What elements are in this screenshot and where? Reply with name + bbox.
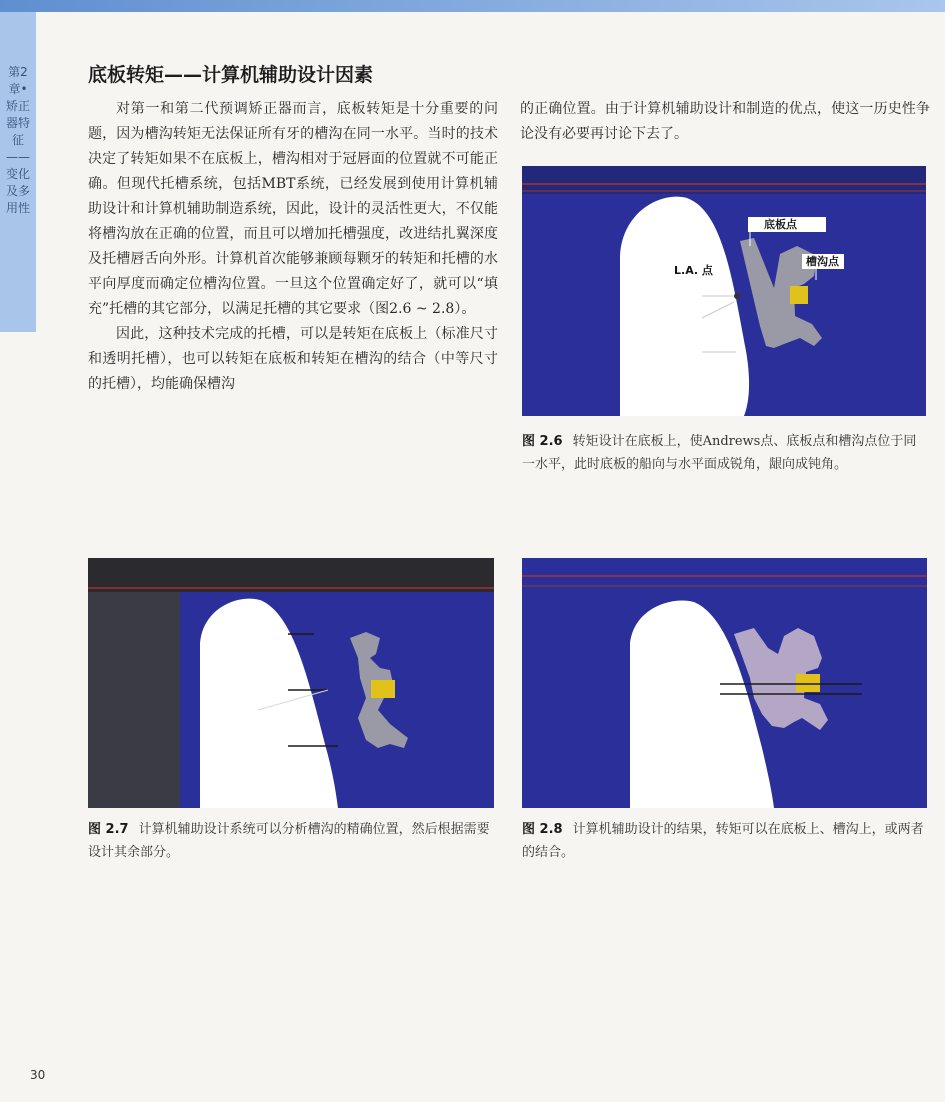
fig6-label-base-point: 底板点: [764, 218, 797, 231]
fig6-label-la-point: L.A. 点: [674, 264, 713, 277]
figure-2-6-caption-text: 转矩设计在底板上，使Andrews点、底板点和槽沟点位于同一水平，此时底板的船向与水平面成锐角，龈向成钝角。: [522, 434, 917, 472]
figure-2-7-caption: [88, 818, 498, 864]
body-paragraph-1: 对第一和第二代预调矫正器而言，底板转矩是十分重要的问题，因为槽沟转矩无法保证所有牙的槽沟在同一水平。当时的技术决定了转矩如果不在底板上，槽沟相对于冠唇面的位置就不可能正确。但现代托槽系统，包括MBT系统，已经发展到使用计算机辅助设计和计算机辅助制造系统，因此，设计的灵活性更大，不仅能将槽沟放在正确的位置，而且可以增加托槽强度，改进结扎翼深度及托槽唇舌向外形。计算机首次能够兼顾每颗牙的转矩和托槽的水平向厚度而确定位槽沟位置。一旦这个位置确定好了，就可以“填充”托槽的其它部分，以满足托槽的其它要求（图2.6 ~ 2.8）。: [88, 101, 498, 317]
figure-2-7-caption-text: 计算机辅助设计系统可以分析槽沟的精确位置，然后根据需要设计其余部分。: [88, 822, 490, 860]
figure-2-6-number: 图 2.6: [522, 434, 563, 449]
section-heading: 底板转矩——计算机辅助设计因素: [88, 64, 374, 86]
chapter-side-tab: [0, 12, 36, 332]
figure-2-7-number: 图 2.7: [88, 822, 129, 837]
figure-2-8-caption: [522, 818, 927, 864]
fig6-label-slot-point: 槽沟点: [806, 255, 839, 268]
figure-2-6-image: [522, 166, 926, 416]
fig6-la-point-dot: [734, 293, 740, 299]
page-number: 30: [30, 1068, 46, 1082]
left-column: [88, 97, 498, 397]
fig8-slot-marker: [796, 674, 820, 692]
body-paragraph-2: 因此，这种技术完成的托槽，可以是转矩在底板上（标准尺寸和透明托槽），也可以转矩在底板和转矩在槽沟的结合（中等尺寸的托槽），均能确保槽沟: [88, 326, 498, 392]
figure-2-8-caption-text: 计算机辅助设计的结果，转矩可以在底板上、槽沟上，或两者的结合。: [522, 822, 924, 860]
fig6-slot-marker: [790, 286, 808, 304]
figure-2-8-image: [522, 558, 927, 808]
right-column: [520, 97, 930, 147]
fig7-slot-marker: [371, 680, 395, 698]
figure-2-8-number: 图 2.8: [522, 822, 563, 837]
chapter-side-tab-text: 第2章•矫正器特征——变化及多用性: [5, 65, 30, 215]
top-color-rule: [0, 0, 945, 12]
figure-2-6-caption: [522, 430, 927, 476]
body-paragraph-3: 的正确位置。由于计算机辅助设计和制造的优点，使这一历史性争论没有必要再讨论下去了。: [520, 101, 930, 142]
figure-2-7-image: [88, 558, 494, 808]
